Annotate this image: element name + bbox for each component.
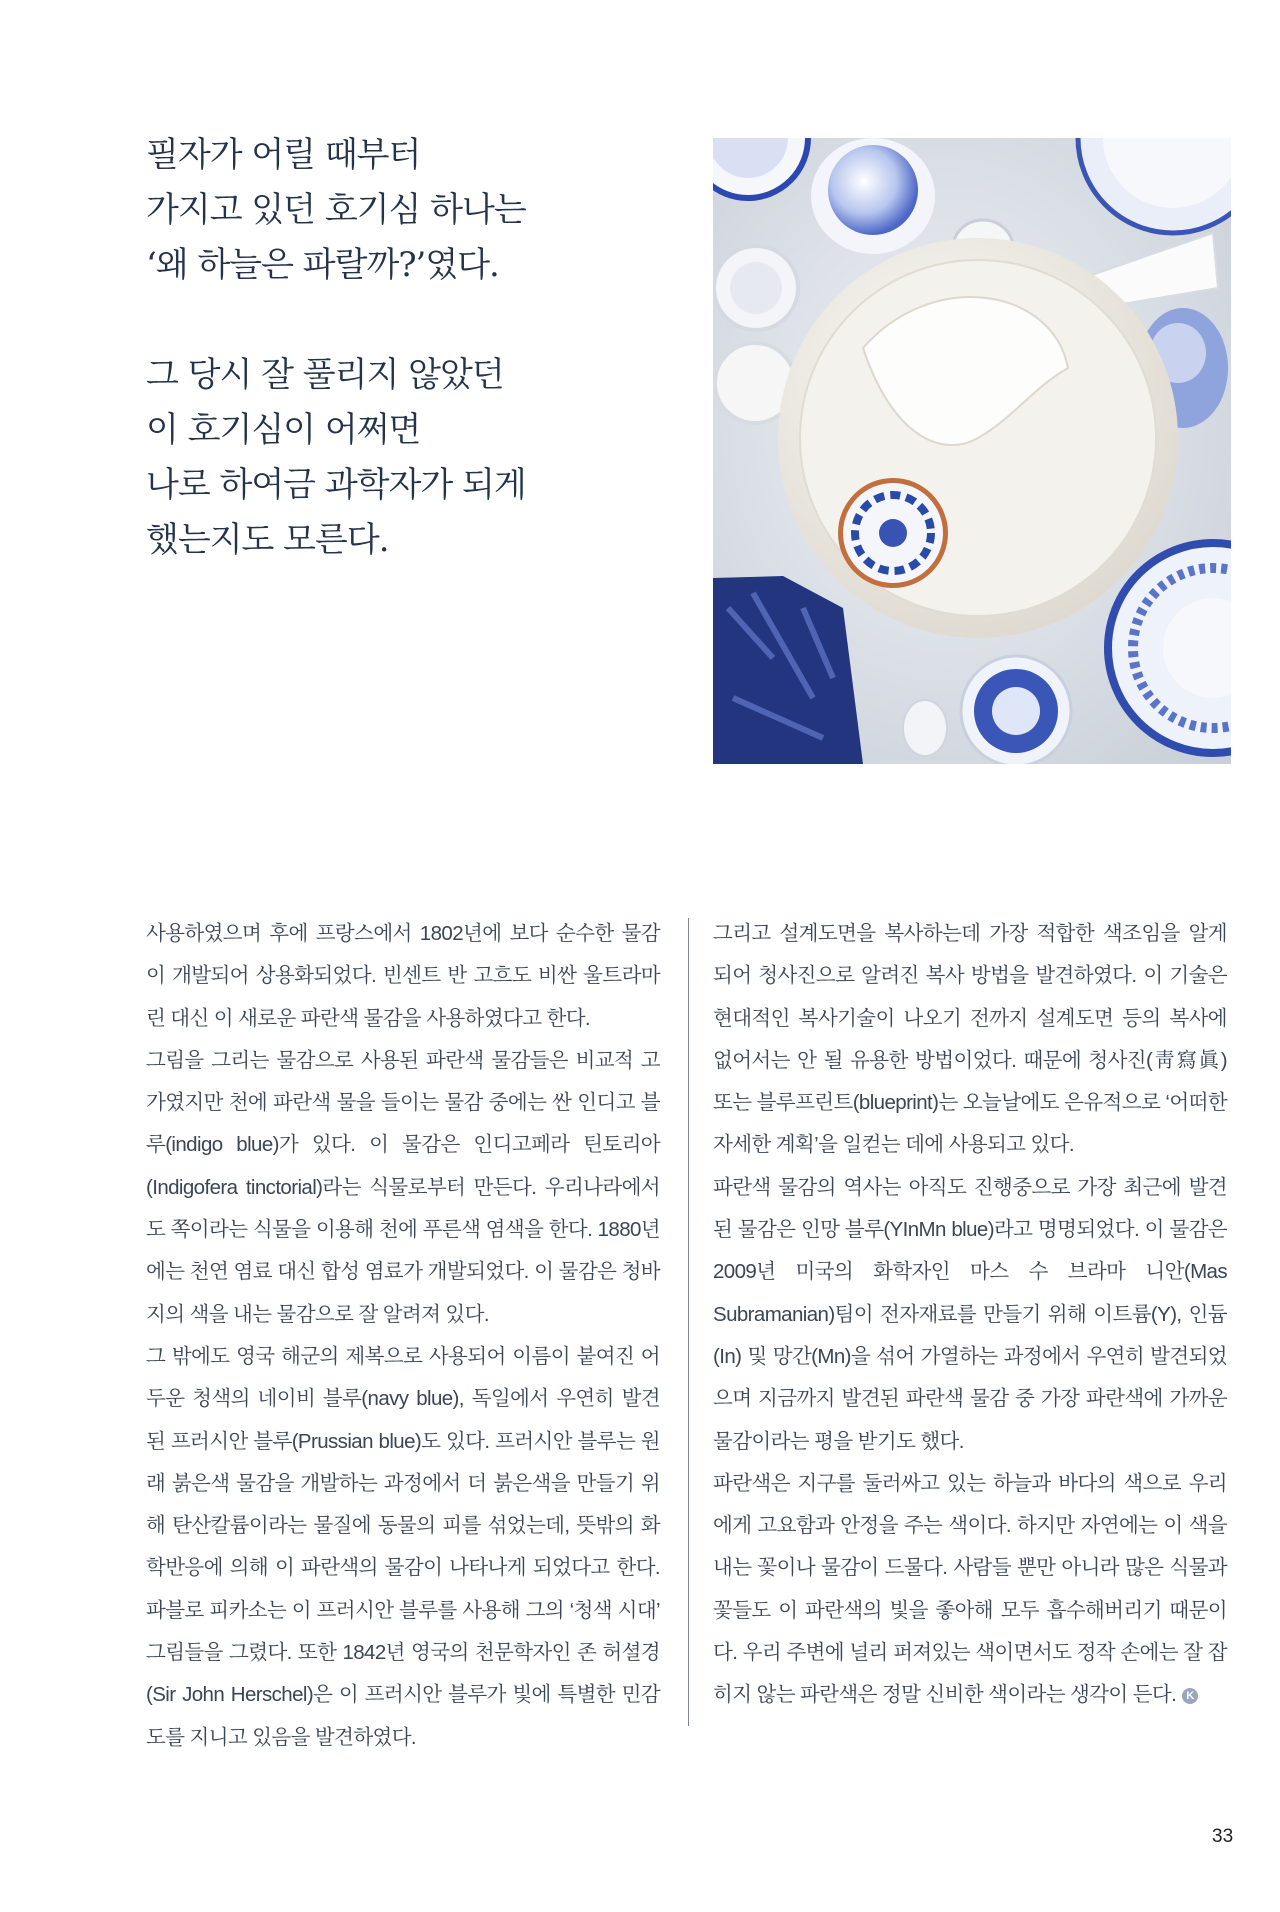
- quote-line: 했는지도 모른다.: [146, 520, 389, 560]
- end-mark-icon: K: [1182, 1688, 1198, 1704]
- quote-line: 가지고 있던 호기심 하나는: [146, 190, 526, 230]
- quote-line: 나로 하여금 과학자가 되게: [146, 465, 526, 505]
- pull-quote: [146, 128, 566, 568]
- quote-line: 그 당시 잘 풀리지 않았던: [146, 355, 504, 395]
- body-paragraph: 그리고 설계도면을 복사하는데 가장 적합한 색조임을 알게 되어 청사진으로 알려진 복사 방법을 발견하였다. 이 기술은 현대적인 복사기술이 나오기 전까지 설계도면 등의 복사에 없어서는 안 될 유용한 방법이었다. 때문에 청사진(靑寫眞) 또는 블루프린트(blueprint)는 오늘날에도 은유적으로 ‘어떠한 자세한 계획’을 일컫는 데에 사용되고 있다.: [713, 922, 1227, 1157]
- quote-paragraph-1: [146, 128, 566, 293]
- column-divider: [688, 918, 689, 1726]
- body-paragraph: 파란색 물감의 역사는 아직도 진행중으로 가장 최근에 발견된 물감은 인망 블루(YInMn blue)라고 명명되었다. 이 물감은 2009년 미국의 화학자인 마스 수 브라마 니안(Mas Subramanian)팀이 전자재료를 만들기 위해 이트륨(Y), 인듐(In) 및 망간(Mn)을 섞어 가열하는 과정에서 우연히 발견되었으며 지금까지 발견된 파란색 물감 중 가장 파란색에 가까운 물감이라는 평을 받기도 했다.: [713, 1175, 1227, 1453]
- body-paragraph: 그림을 그리는 물감으로 사용된 파란색 물감들은 비교적 고가였지만 천에 파란색 물을 들이는 물감 중에는 싼 인디고 블루(indigo blue)가 있다. 이 물감은 인디고페라 틴토리아 (Indigofera tinctorial)라는 식물로부터 만든다. 우리나라에서도 쪽이라는 식물을 이용해 천에 푸른색 염색을 한다. 1880년에는 천연 염료 대신 합성 염료가 개발되었다. 이 물감은 청바지의 색을 내는 물감으로 잘 알려져 있다.: [146, 1048, 660, 1326]
- body-paragraph-text: 파란색은 지구를 둘러싸고 있는 하늘과 바다의 색으로 우리에게 고요함과 안정을 주는 색이다. 하지만 자연에는 이 색을 내는 꽃이나 물감이 드물다. 사람들 뿐만 아니라 많은 식물과 꽃들도 이 파란색의 빛을 좋아해 모두 흡수해버리기 때문이다. 우리 주변에 널리 퍼져있는 색이면서도 정작 손에는 잘 잡히지 않는 파란색은 정말 신비한 색이라는 생각이 든다.: [713, 1471, 1227, 1707]
- body-paragraph: 사용하였으며 후에 프랑스에서 1802년에 보다 순수한 물감이 개발되어 상용화되었다. 빈센트 반 고흐도 비싼 울트라마린 대신 이 새로운 파란색 물감을 사용하였다고 한다.: [146, 922, 660, 1030]
- body-column-left: [146, 913, 660, 1759]
- page-number: 33: [1212, 1826, 1234, 1847]
- body-paragraph: [713, 1463, 1227, 1717]
- body-paragraph: 그 밖에도 영국 해군의 제복으로 사용되어 이름이 붙여진 어두운 청색의 네이비 블루(navy blue), 독일에서 우연히 발견된 프러시안 블루(Prussian blue)도 있다. 프러시안 블루는 원래 붉은색 물감을 개발하는 과정에서 더 붉은색을 만들기 위해 탄산칼륨이라는 물질에 동물의 피를 섞었는데, 뜻밖의 화학반응에 의해 이 파란색의 물감이 나타나게 되었다고 한다. 파블로 피카소는 이 프러시안 블루를 사용해 그의 ‘청색 시대’ 그림들을 그렸다. 또한 1842년 영국의 천문학자인 존 허셜경(Sir John Herschel)은 이 프러시안 블루가 빛에 특별한 민감도를 지니고 있음을 발견하였다.: [146, 1344, 660, 1749]
- quote-line: 필자가 어릴 때부터: [146, 135, 421, 175]
- quote-paragraph-2: [146, 348, 566, 568]
- body-column-right: [713, 913, 1227, 1717]
- quote-line: ‘왜 하늘은 파랄까?’였다.: [146, 245, 499, 285]
- quote-line: 이 호기심이 어쩌면: [146, 410, 421, 450]
- tableware-photo: [713, 138, 1231, 764]
